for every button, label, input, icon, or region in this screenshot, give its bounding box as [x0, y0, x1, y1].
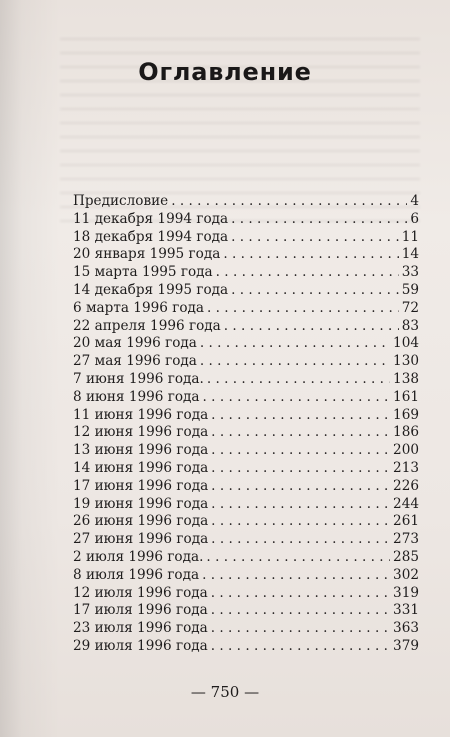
toc-entry — [73, 549, 419, 567]
toc-entry-title: 27 мая 1996 года — [73, 353, 197, 370]
toc-entry — [73, 602, 419, 620]
toc-entry — [73, 389, 419, 407]
toc-entry — [73, 638, 419, 656]
toc-entry — [73, 424, 419, 442]
toc-entry — [73, 264, 419, 282]
toc-leader-dots — [216, 264, 399, 282]
toc-entry — [73, 193, 419, 211]
toc-leader-dots — [231, 211, 407, 229]
toc-entry — [73, 229, 419, 247]
toc-entry-page: 244 — [393, 495, 419, 512]
toc-leader-dots — [207, 371, 390, 389]
toc-entry — [73, 531, 419, 549]
toc-entry — [73, 353, 419, 371]
toc-leader-dots — [207, 300, 399, 318]
toc-leader-dots — [223, 246, 398, 264]
toc-entry-title: 14 декабря 1995 года — [73, 281, 229, 298]
toc-entry — [73, 478, 419, 496]
toc-entry — [73, 407, 419, 425]
toc-entry-page: 130 — [393, 353, 419, 370]
toc-entry — [73, 300, 419, 318]
toc-entry-page: 59 — [401, 281, 419, 298]
toc-entry-title: 7 июня 1996 года. — [73, 370, 204, 387]
toc-entry-title: 11 июня 1996 года — [73, 406, 209, 423]
toc-leader-dots — [231, 229, 399, 247]
toc-leader-dots — [231, 282, 399, 300]
toc-entry — [73, 620, 419, 638]
toc-entry-page: 14 — [401, 246, 419, 263]
toc-entry-page: 226 — [393, 477, 419, 494]
toc-leader-dots — [206, 549, 390, 567]
toc-leader-dots — [211, 620, 390, 638]
toc-leader-dots — [211, 460, 390, 478]
toc-entry — [73, 585, 419, 603]
toc-entry-page: 200 — [393, 442, 419, 459]
toc-entry — [73, 442, 419, 460]
toc-entry-page: 213 — [393, 459, 419, 476]
toc-entry — [73, 318, 419, 336]
toc-entry-page: 72 — [401, 299, 419, 316]
toc-leader-dots — [211, 531, 390, 549]
toc-entry-page: 285 — [393, 548, 419, 565]
toc-entry-title: 11 декабря 1994 года — [73, 210, 229, 227]
toc-entry-title: 13 июня 1996 года — [73, 442, 209, 459]
toc-leader-dots — [171, 193, 407, 211]
toc-entry-title: 6 марта 1996 года — [73, 299, 204, 316]
toc-entry-title: 19 июня 1996 года — [73, 495, 209, 512]
toc-entry-title: 23 июля 1996 года — [73, 620, 208, 637]
toc-entry-page: 83 — [401, 317, 419, 334]
toc-entry — [73, 496, 419, 514]
toc-entry-page: 379 — [393, 637, 419, 654]
toc-entry-title: Предисловие — [73, 193, 169, 209]
toc-entry — [73, 371, 419, 389]
toc-entry-title: 12 июня 1996 года — [73, 424, 209, 441]
toc-entry — [73, 460, 419, 478]
toc-leader-dots — [224, 318, 399, 336]
toc-entry-page: 186 — [393, 424, 419, 441]
toc-leader-dots — [202, 567, 390, 585]
toc-entry-page: 273 — [393, 531, 419, 548]
toc-entry-title: 26 июня 1996 года — [73, 513, 209, 530]
toc-entry-page: 363 — [393, 620, 419, 637]
toc-entry-page: 11 — [401, 228, 419, 245]
toc-entry-page: 319 — [393, 584, 419, 601]
toc-entry-title: 22 апреля 1996 года — [73, 317, 221, 334]
toc-entry-title: 17 июля 1996 года — [73, 602, 208, 619]
toc-entry-title: 2 июля 1996 года. — [73, 548, 204, 565]
toc-entry-title: 18 декабря 1994 года — [73, 228, 229, 245]
toc-entry-page: 4 — [410, 193, 419, 209]
toc-entry-page: 331 — [393, 602, 419, 619]
toc-entry-page: 302 — [393, 566, 419, 583]
toc-leader-dots — [203, 389, 391, 407]
toc-entry-title: 14 июня 1996 года — [73, 459, 209, 476]
toc-entry — [73, 211, 419, 229]
toc-leader-dots — [211, 478, 390, 496]
toc-leader-dots — [211, 407, 390, 425]
toc-entry-page: 33 — [401, 264, 419, 281]
toc-entry-title: 20 января 1995 года — [73, 246, 221, 263]
toc-entry-title: 27 июня 1996 года — [73, 531, 209, 548]
toc-leader-dots — [211, 442, 390, 460]
toc-entry-title: 12 июля 1996 года — [73, 584, 208, 601]
toc-entry — [73, 513, 419, 531]
toc-entry-page: 138 — [393, 370, 419, 387]
toc-leader-dots — [211, 638, 390, 656]
toc-entry-page: 169 — [393, 406, 419, 423]
toc-entry-page: 161 — [393, 388, 419, 405]
toc-entry-title: 17 июня 1996 года — [73, 477, 209, 494]
toc-leader-dots — [200, 335, 390, 353]
toc-leader-dots — [211, 602, 390, 620]
toc-entry-title: 8 июня 1996 года — [73, 388, 200, 405]
toc-entry-page: 6 — [410, 210, 419, 227]
toc-entry — [73, 282, 419, 300]
table-of-contents — [73, 193, 419, 656]
toc-leader-dots — [211, 424, 390, 442]
toc-entry — [73, 335, 419, 353]
toc-entry-title: 29 июля 1996 года — [73, 637, 208, 654]
toc-leader-dots — [211, 513, 390, 531]
toc-entry — [73, 246, 419, 264]
toc-entry-title: 20 мая 1996 года — [73, 335, 197, 352]
page-title: Оглавление — [138, 58, 312, 86]
page-number: — 750 — — [190, 683, 260, 701]
toc-entry-page: 104 — [393, 335, 419, 352]
toc-leader-dots — [211, 496, 390, 514]
toc-entry-title: 15 марта 1995 года — [73, 264, 213, 281]
toc-leader-dots — [211, 585, 390, 603]
toc-leader-dots — [200, 353, 390, 371]
toc-entry-title: 8 июля 1996 года — [73, 566, 200, 583]
toc-entry-page: 261 — [393, 513, 419, 530]
toc-entry — [73, 567, 419, 585]
